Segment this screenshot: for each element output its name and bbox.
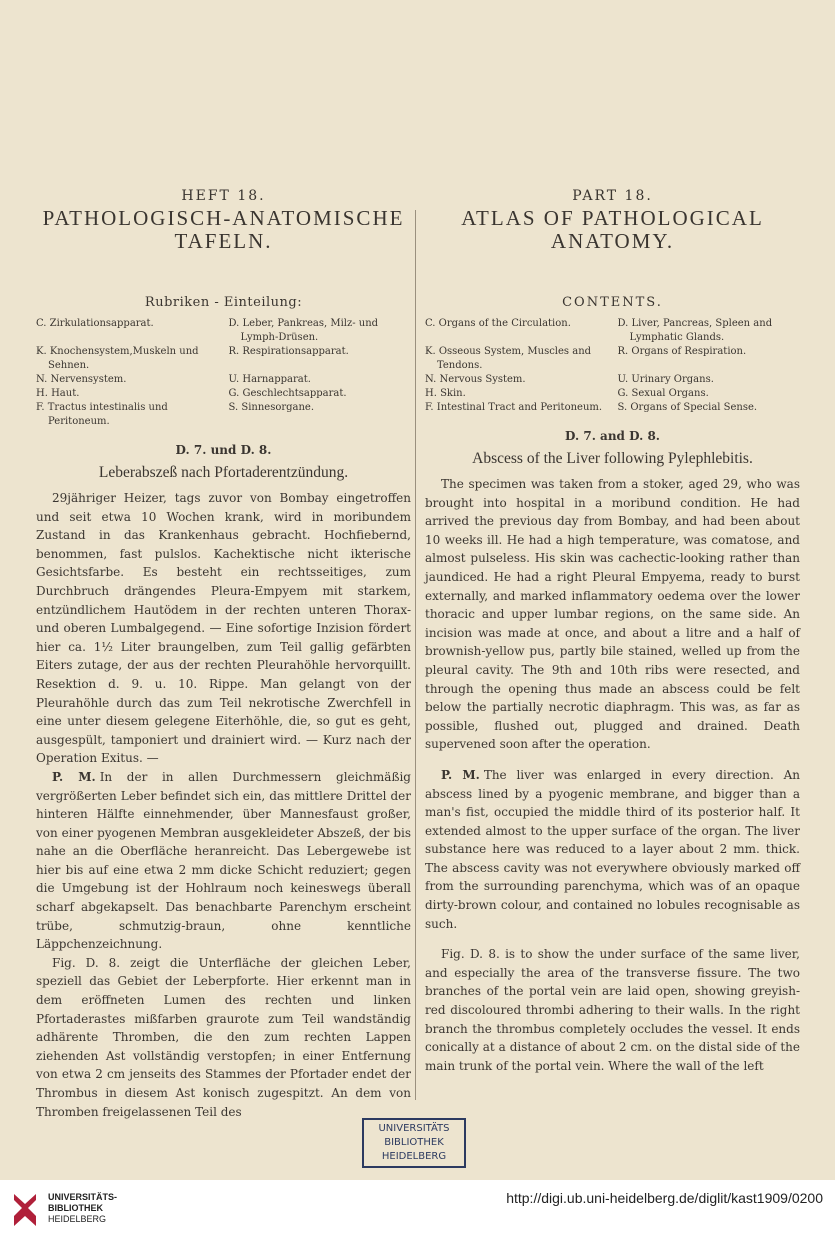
english-category: H. Skin. bbox=[425, 388, 466, 399]
german-category: R. Respirationsapparat. bbox=[228, 346, 349, 357]
german-category: N. Nervensystem. bbox=[36, 374, 127, 385]
english-paragraph: Fig. D. 8. is to show the under surface of the same liver, and especially the area of the transverse fissure. The two branches of the portal vein are laid open, showing greyish-red discoloured thrombi adhering to their walls. In the right branch the thrombus completely occludes the vessel. It ends conically at a distance of about 2 cm. on the distal side of the main trunk of the portal vein. Where the wall of the left bbox=[425, 947, 800, 1073]
german-category: U. Harnapparat. bbox=[228, 374, 311, 385]
german-category: H. Haut. bbox=[36, 388, 80, 399]
german-category: C. Zirkulationsapparat. bbox=[36, 318, 154, 329]
english-article-title: Abscess of the Liver following Pylephlebitis. bbox=[472, 450, 753, 467]
german-paragraph: In der in allen Durchmessern gleichmäßig vergrößerten Leber befindet sich ein, das mittlere Drittel der hinteren Hälfte einnehmender, über Mannesfaust großer, von einer pyogenen Membran ausgekleideter Abszeß, der bis nahe an die Oberfläche heranreicht. Das Lebergewebe ist hier bis auf eine etwa 2 mm dicke Schicht reduziert; gegen die Umgebung ist der Hohlraum noch keineswegs überall scharf abgekapselt. Das benachbarte Parenchym erscheint trübe, schmutzig-braun, ohne kenntliche Läppchenzeichnung. bbox=[36, 769, 411, 952]
english-category: C. Organs of the Circulation. bbox=[425, 318, 571, 329]
english-pm-paragraph bbox=[425, 766, 800, 933]
english-paragraph: The liver was enlarged in every direction. An abscess lined by a pyogenic membrane, and bigger than a man's fist, occupied the middle third of its posterior half. It extended almost to the upper surface of the organ. The liver substance here was reduced to a layer about 2 mm. thick. The abscess cavity was not everywhere obviously marked off from the surrounding parenchyma, which was of an opaque dirty-brown colour, and contained no lobules recognisable as such. bbox=[425, 767, 800, 931]
english-category: F. Intestinal Tract and Peritoneum. bbox=[425, 402, 603, 413]
stamp-line: UNIVERSITÄTS bbox=[378, 1123, 450, 1134]
german-category: F. Tractus intestinalis und Peritoneum. bbox=[36, 402, 168, 427]
german-category: K. Knochensystem,Muskeln und Sehnen. bbox=[36, 346, 199, 371]
english-category: R. Organs of Respiration. bbox=[617, 346, 747, 357]
english-category: U. Urinary Organs. bbox=[617, 374, 714, 385]
german-category-list bbox=[36, 317, 411, 429]
english-category: S. Organs of Special Sense. bbox=[617, 402, 758, 413]
english-title-line-2: ANATOMY. bbox=[550, 229, 675, 253]
german-article-title: Leberabszeß nach Pfortaderentzündung. bbox=[98, 464, 349, 481]
german-column bbox=[36, 185, 411, 1121]
logo-line: BIBLIOTHEK bbox=[48, 1203, 103, 1213]
column-divider bbox=[415, 210, 416, 1100]
german-paragraph: 29jähriger Heizer, tags zuvor von Bombay eingetroffen und seit etwa 10 Wochen krank, wird in moribundem Zustand in das Krankenhaus gebracht. Hochfiebernd, benommen, fast pulslos. Kachektische nicht ikterische Gesichtsfarbe. Es besteht ein rechtsseitiges, zum Durchbruch drängendes Pleura-Empyem mit starkem, entzündlichem Hautödem in der rechten unteren Thorax- und oberen Lumbalgegend. — Eine sofortige Inzision fördert hier ca. 1½ Liter braungelben, zum Teil gallig gefärbten Eiters zutage, der aus der rechten Pleurahöhle hervorquillt. Resektion d. 9. u. 10. Rippe. Man gelangt von der Pleurahöhle durch das zum Teil nekrotische Zwerchfell in eine unter diesem gelegene Eiterhöhle, die, so gut es geht, ausgespült, tamponiert und drainiert wird. — Kurz nach der Operation Exitus. — bbox=[36, 491, 411, 766]
english-title-line-1: ATLAS OF PATHOLOGICAL bbox=[461, 206, 764, 230]
english-category: D. Liver, Pancreas, Spleen and Lymphatic Glands. bbox=[617, 318, 773, 343]
german-category: S. Sinnesorgane. bbox=[228, 402, 315, 413]
german-section-code: D. 7. und D. 8. bbox=[175, 443, 272, 457]
english-category-list bbox=[425, 317, 800, 415]
library-logo-text bbox=[48, 1192, 117, 1225]
footer-bar bbox=[0, 1180, 835, 1240]
german-title-line-1: PATHOLOGISCH-ANATOMISCHE bbox=[42, 206, 405, 230]
english-contents-heading: CONTENTS. bbox=[562, 295, 663, 310]
english-part: PART 18. bbox=[572, 188, 653, 204]
german-category: G. Geschlechtsapparat. bbox=[228, 388, 347, 399]
english-category: K. Osseous System, Muscles and Tendons. bbox=[425, 346, 592, 371]
logo-line: HEIDELBERG bbox=[48, 1214, 107, 1224]
stamp-line: BIBLIOTHEK bbox=[384, 1137, 444, 1148]
english-category: N. Nervous System. bbox=[425, 374, 526, 385]
permalink-url[interactable]: http://digi.ub.uni-heidelberg.de/diglit/kast1909/0200 bbox=[506, 1190, 823, 1206]
german-heft: HEFT 18. bbox=[181, 188, 266, 204]
german-body bbox=[36, 489, 411, 1121]
german-rubriken-heading: Rubriken - Einteilung: bbox=[144, 295, 303, 310]
stamp-line: HEIDELBERG bbox=[381, 1151, 447, 1162]
german-title-line-2: TAFELN. bbox=[174, 229, 273, 253]
english-column bbox=[425, 185, 800, 1075]
german-paragraph: Fig. D. 8. zeigt die Unterfläche der gleichen Leber, speziell das Gebiet der Leberpforte. Hier erkennt man in dem eröffneten Lumen des rechten und linken Pfortaderastes mißfarben graurote zum Teil wandständig adhärente Thromben, die den zum rechten Lappen ziehenden Ast vollständig verstopfen; in einer Entfernung von etwa 2 cm jenseits des Stammes der Pfortader endet der Thrombus in diesem Ast konisch zugespitzt. An dem von Thromben freigelassenen Teil des bbox=[36, 955, 411, 1119]
university-library-logo-icon bbox=[10, 1190, 40, 1230]
library-stamp bbox=[362, 1118, 466, 1168]
german-category: D. Leber, Pankreas, Milz- und Lymph-Drüsen. bbox=[228, 318, 379, 343]
english-body bbox=[425, 475, 800, 1075]
english-pm-label: P. M. bbox=[441, 767, 480, 782]
english-paragraph: The specimen was taken from a stoker, aged 29, who was brought into hospital in a moribund condition. He had arrived the previous day from Bombay, and had been about 10 weeks ill. He had a high temperature, was comatose, and almost pulseless. His skin was cachectic-looking rather than jaundiced. He had a right Pleural Empyema, ready to burst externally, and marked inflammatory oedema over the lower thoracic and upper lumbar regions, on the same side. An incision was made at once, and about a litre and a half of brownish-yellow pus, partly bile stained, welled up from the pleural cavity. The 9th and 10th ribs were resected, and through the opening thus made an abscess could be felt below the partially necrotic diaphragm. This was, as far as possible, flushed out, plugged and drained. Death supervened soon after the operation. bbox=[425, 477, 800, 752]
german-pm-paragraph bbox=[36, 768, 411, 954]
english-category: G. Sexual Organs. bbox=[617, 388, 709, 399]
english-section-code: D. 7. and D. 8. bbox=[565, 429, 660, 443]
german-pm-label: P. M. bbox=[52, 769, 96, 784]
logo-line: UNIVERSITÄTS- bbox=[48, 1192, 118, 1202]
